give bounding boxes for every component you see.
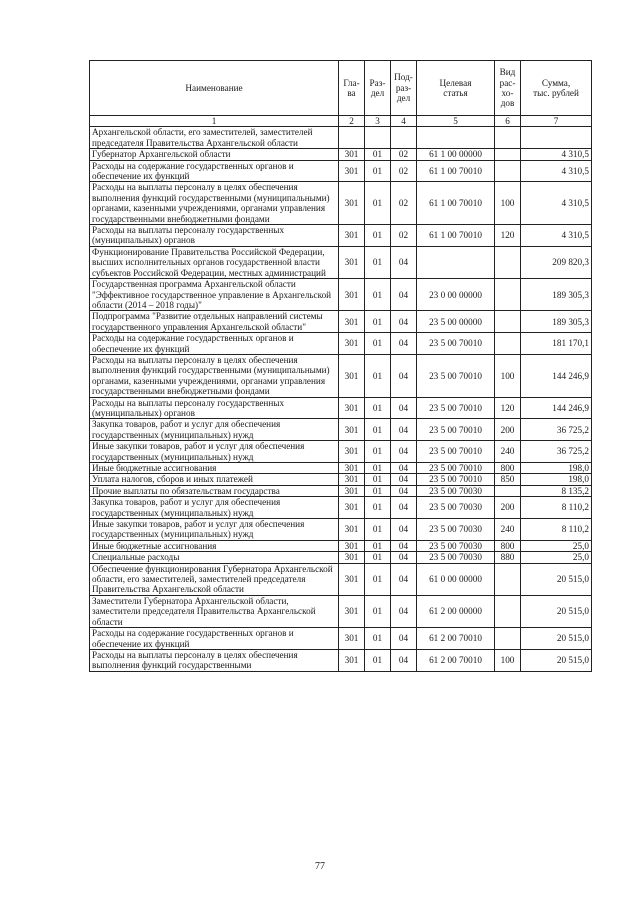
table-row xyxy=(90,182,592,225)
row-target-article: 61 2 00 70010 xyxy=(417,628,495,650)
row-section: 01 xyxy=(365,463,391,474)
row-sum: 189 305,3 xyxy=(521,279,592,311)
col-header-chapter xyxy=(339,61,365,116)
row-expense-kind: 200 xyxy=(495,419,521,441)
col-number: 3 xyxy=(365,116,391,127)
row-sum: 4 310,5 xyxy=(521,182,592,225)
row-section: 01 xyxy=(365,354,391,397)
row-subsection: 04 xyxy=(391,463,417,474)
row-sum: 25,0 xyxy=(521,540,592,551)
row-target-article: 61 1 00 00000 xyxy=(417,149,495,160)
row-subsection: 04 xyxy=(391,333,417,355)
row-expense-kind xyxy=(495,563,521,595)
row-section: 01 xyxy=(365,419,391,441)
col-number: 7 xyxy=(521,116,592,127)
row-section: 01 xyxy=(365,595,391,627)
col-header-chapter-label: Гла- ва xyxy=(343,77,360,98)
row-name: Иные закупки товаров, работ и услуг для обеспечения государственных (муниципальных) нужд xyxy=(90,519,339,541)
row-name: Губернатор Архангельской области xyxy=(90,149,339,160)
col-header-section xyxy=(365,61,391,116)
col-header-expense-kind xyxy=(495,61,521,116)
row-name: Прочие выплаты по обязательствам государства xyxy=(90,485,339,496)
row-chapter: 301 xyxy=(339,279,365,311)
row-target-article: 61 2 00 00000 xyxy=(417,595,495,627)
row-name: Закупка товаров, работ и услуг для обеспечения государственных (муниципальных) нужд xyxy=(90,419,339,441)
row-sum: 144 246,9 xyxy=(521,354,592,397)
table-row xyxy=(90,397,592,419)
col-number: 2 xyxy=(339,116,365,127)
row-target-article: 61 1 00 70010 xyxy=(417,160,495,182)
row-section: 01 xyxy=(365,333,391,355)
table-row xyxy=(90,474,592,485)
row-target-article: 23 5 00 70030 xyxy=(417,540,495,551)
row-target-article: 61 1 00 70010 xyxy=(417,225,495,247)
row-sum: 209 820,3 xyxy=(521,246,592,278)
row-chapter: 301 xyxy=(339,463,365,474)
row-section: 01 xyxy=(365,397,391,419)
row-subsection: 04 xyxy=(391,628,417,650)
col-header-subsection-label: Под- раз- дел xyxy=(394,72,413,104)
row-expense-kind: 100 xyxy=(495,354,521,397)
row-target-article: 61 0 00 00000 xyxy=(417,563,495,595)
row-target-article xyxy=(417,246,495,278)
row-section: 01 xyxy=(365,149,391,160)
row-target-article: 23 5 00 70030 xyxy=(417,485,495,496)
row-subsection: 04 xyxy=(391,497,417,519)
row-subsection: 04 xyxy=(391,563,417,595)
table-row xyxy=(90,519,592,541)
row-expense-kind: 100 xyxy=(495,182,521,225)
table-row xyxy=(90,354,592,397)
col-header-target-article xyxy=(417,61,495,116)
row-subsection: 04 xyxy=(391,354,417,397)
table-row xyxy=(90,441,592,463)
col-header-section-label: Раз- дел xyxy=(369,77,386,98)
row-name: Расходы на содержание государственных органов и обеспечение их функций xyxy=(90,333,339,355)
row-expense-kind: 800 xyxy=(495,463,521,474)
row-sum: 4 310,5 xyxy=(521,160,592,182)
row-sum: 20 515,0 xyxy=(521,628,592,650)
row-name: Заместители Губернатора Архангельской области, заместители председателя Правительства Архангельской области xyxy=(90,595,339,627)
row-name: Функционирование Правительства Российской Федерации, высших исполнительных органов государственной власти субъектов Российской Федерации, местных администраций xyxy=(90,246,339,278)
row-subsection: 04 xyxy=(391,552,417,563)
row-name: Закупка товаров, работ и услуг для обеспечения государственных (муниципальных) нужд xyxy=(90,497,339,519)
row-chapter: 301 xyxy=(339,149,365,160)
row-sum: 20 515,0 xyxy=(521,563,592,595)
row-chapter: 301 xyxy=(339,563,365,595)
row-sum: 189 305,3 xyxy=(521,311,592,333)
row-target-article: 23 5 00 70010 xyxy=(417,397,495,419)
table-row xyxy=(90,225,592,247)
row-name: Расходы на содержание государственных органов и обеспечение их функций xyxy=(90,160,339,182)
col-number: 6 xyxy=(495,116,521,127)
row-section xyxy=(365,127,391,149)
row-name: Расходы на выплаты персоналу государственных (муниципальных) органов xyxy=(90,397,339,419)
table-row xyxy=(90,563,592,595)
row-target-article: 23 5 00 70010 xyxy=(417,463,495,474)
row-name: Расходы на выплаты персоналу в целях обеспечения выполнения функций государственными (муниципальными) органами, казенными учреждениями, органами управления государственными внебюджетными фондами xyxy=(90,354,339,397)
row-chapter: 301 xyxy=(339,419,365,441)
row-expense-kind xyxy=(495,246,521,278)
table-row xyxy=(90,540,592,551)
row-expense-kind xyxy=(495,311,521,333)
table-row xyxy=(90,333,592,355)
row-target-article: 23 5 00 70010 xyxy=(417,333,495,355)
row-expense-kind: 200 xyxy=(495,497,521,519)
row-target-article: 61 1 00 70010 xyxy=(417,182,495,225)
row-sum: 8 110,2 xyxy=(521,497,592,519)
row-sum: 8 110,2 xyxy=(521,519,592,541)
row-expense-kind xyxy=(495,628,521,650)
row-chapter: 301 xyxy=(339,649,365,671)
row-section: 01 xyxy=(365,563,391,595)
row-section: 01 xyxy=(365,497,391,519)
row-chapter: 301 xyxy=(339,474,365,485)
row-subsection xyxy=(391,127,417,149)
row-chapter: 301 xyxy=(339,628,365,650)
row-chapter: 301 xyxy=(339,333,365,355)
row-chapter: 301 xyxy=(339,485,365,496)
col-header-expense-kind-label: Вид рас- хо- дов xyxy=(499,67,516,109)
row-name: Подпрограмма "Развитие отдельных направлений системы государственного управления Архангельской области" xyxy=(90,311,339,333)
col-header-sum xyxy=(521,61,592,116)
row-chapter: 301 xyxy=(339,441,365,463)
row-expense-kind: 800 xyxy=(495,540,521,551)
row-expense-kind: 100 xyxy=(495,649,521,671)
row-subsection: 04 xyxy=(391,397,417,419)
row-expense-kind xyxy=(495,595,521,627)
row-chapter: 301 xyxy=(339,160,365,182)
row-subsection: 02 xyxy=(391,225,417,247)
row-chapter: 301 xyxy=(339,225,365,247)
row-subsection: 04 xyxy=(391,519,417,541)
row-expense-kind: 850 xyxy=(495,474,521,485)
row-subsection: 04 xyxy=(391,474,417,485)
row-sum: 36 725,2 xyxy=(521,441,592,463)
row-subsection: 04 xyxy=(391,419,417,441)
row-sum: 25,0 xyxy=(521,552,592,563)
row-name: Иные бюджетные ассигнования xyxy=(90,540,339,551)
budget-table xyxy=(89,60,592,672)
row-sum: 20 515,0 xyxy=(521,649,592,671)
row-sum: 181 170,1 xyxy=(521,333,592,355)
row-target-article xyxy=(417,127,495,149)
row-expense-kind: 120 xyxy=(495,225,521,247)
row-section: 01 xyxy=(365,225,391,247)
row-subsection: 04 xyxy=(391,540,417,551)
row-subsection: 02 xyxy=(391,160,417,182)
table-body xyxy=(90,127,592,671)
col-number: 4 xyxy=(391,116,417,127)
table-row xyxy=(90,127,592,149)
row-target-article: 61 2 00 70010 xyxy=(417,649,495,671)
row-section: 01 xyxy=(365,628,391,650)
row-subsection: 04 xyxy=(391,649,417,671)
row-chapter: 301 xyxy=(339,182,365,225)
row-subsection: 04 xyxy=(391,441,417,463)
row-section: 01 xyxy=(365,540,391,551)
table-row xyxy=(90,595,592,627)
row-name: Специальные расходы xyxy=(90,552,339,563)
page-number: 77 xyxy=(315,861,325,872)
row-expense-kind xyxy=(495,279,521,311)
row-sum: 4 310,5 xyxy=(521,225,592,247)
table-row xyxy=(90,463,592,474)
table-header-row xyxy=(90,61,592,116)
row-chapter: 301 xyxy=(339,311,365,333)
row-target-article: 23 5 00 70010 xyxy=(417,474,495,485)
col-number: 1 xyxy=(90,116,339,127)
row-section: 01 xyxy=(365,649,391,671)
table-row xyxy=(90,552,592,563)
row-target-article: 23 5 00 70030 xyxy=(417,497,495,519)
row-name: Государственная программа Архангельской области "Эффективное государственное управление в Архангельской области (2014 – 2018 годы)" xyxy=(90,279,339,311)
row-subsection: 04 xyxy=(391,595,417,627)
row-name: Иные закупки товаров, работ и услуг для обеспечения государственных (муниципальных) нужд xyxy=(90,441,339,463)
row-chapter: 301 xyxy=(339,540,365,551)
row-expense-kind xyxy=(495,333,521,355)
row-sum: 20 515,0 xyxy=(521,595,592,627)
row-chapter: 301 xyxy=(339,397,365,419)
table-row xyxy=(90,149,592,160)
row-section: 01 xyxy=(365,485,391,496)
row-subsection: 02 xyxy=(391,149,417,160)
row-expense-kind xyxy=(495,149,521,160)
row-sum: 4 310,5 xyxy=(521,149,592,160)
row-chapter: 301 xyxy=(339,552,365,563)
row-sum: 8 135,2 xyxy=(521,485,592,496)
row-target-article: 23 5 00 70030 xyxy=(417,552,495,563)
row-section: 01 xyxy=(365,182,391,225)
row-target-article: 23 5 00 70010 xyxy=(417,419,495,441)
row-name: Обеспечение функционирования Губернатора Архангельской области, его заместителей, заместителей председателя Правительства Архангельской области xyxy=(90,563,339,595)
row-sum: 198,0 xyxy=(521,474,592,485)
row-name: Расходы на содержание государственных органов и обеспечение их функций xyxy=(90,628,339,650)
row-chapter: 301 xyxy=(339,497,365,519)
row-expense-kind xyxy=(495,160,521,182)
row-chapter: 301 xyxy=(339,595,365,627)
row-name: Архангельской области, его заместителей, заместителей председателя Правительства Архангельской области xyxy=(90,127,339,149)
row-expense-kind: 120 xyxy=(495,397,521,419)
col-header-name: Наименование xyxy=(90,61,339,116)
row-subsection: 04 xyxy=(391,311,417,333)
row-target-article: 23 5 00 70030 xyxy=(417,519,495,541)
row-section: 01 xyxy=(365,519,391,541)
row-name: Уплата налогов, сборов и иных платежей xyxy=(90,474,339,485)
row-chapter: 301 xyxy=(339,519,365,541)
row-subsection: 04 xyxy=(391,485,417,496)
column-number-row xyxy=(90,116,592,127)
row-subsection: 02 xyxy=(391,182,417,225)
row-expense-kind: 240 xyxy=(495,519,521,541)
table-row xyxy=(90,246,592,278)
row-sum: 198,0 xyxy=(521,463,592,474)
row-section: 01 xyxy=(365,311,391,333)
row-section: 01 xyxy=(365,474,391,485)
row-expense-kind: 880 xyxy=(495,552,521,563)
row-subsection: 04 xyxy=(391,279,417,311)
row-sum: 36 725,2 xyxy=(521,419,592,441)
row-expense-kind xyxy=(495,127,521,149)
row-sum: 144 246,9 xyxy=(521,397,592,419)
col-header-sum-label: Сумма, тыс. рублей xyxy=(533,77,579,98)
table-row xyxy=(90,485,592,496)
row-name: Расходы на выплаты персоналу в целях обеспечения выполнения функций государственными xyxy=(90,649,339,671)
table-row xyxy=(90,311,592,333)
row-section: 01 xyxy=(365,160,391,182)
row-target-article: 23 5 00 70010 xyxy=(417,441,495,463)
table-row xyxy=(90,419,592,441)
row-target-article: 23 5 00 00000 xyxy=(417,311,495,333)
col-number: 5 xyxy=(417,116,495,127)
table-row xyxy=(90,649,592,671)
table-row xyxy=(90,497,592,519)
row-section: 01 xyxy=(365,279,391,311)
row-section: 01 xyxy=(365,552,391,563)
row-chapter: 301 xyxy=(339,354,365,397)
row-target-article: 23 0 00 00000 xyxy=(417,279,495,311)
row-name: Иные бюджетные ассигнования xyxy=(90,463,339,474)
row-subsection: 04 xyxy=(391,246,417,278)
row-sum xyxy=(521,127,592,149)
col-header-subsection xyxy=(391,61,417,116)
row-expense-kind: 240 xyxy=(495,441,521,463)
col-header-target-article-label: Целевая статья xyxy=(439,77,472,98)
row-name: Расходы на выплаты персоналу государственных (муниципальных) органов xyxy=(90,225,339,247)
row-name: Расходы на выплаты персоналу в целях обеспечения выполнения функций государственными (муниципальными) органами, казенными учреждениями, органами управления государственными внебюджетными фондами xyxy=(90,182,339,225)
table-row xyxy=(90,628,592,650)
row-section: 01 xyxy=(365,246,391,278)
row-expense-kind xyxy=(495,485,521,496)
row-section: 01 xyxy=(365,441,391,463)
row-chapter: 301 xyxy=(339,246,365,278)
table-row xyxy=(90,160,592,182)
table-row xyxy=(90,279,592,311)
row-target-article: 23 5 00 70010 xyxy=(417,354,495,397)
row-chapter xyxy=(339,127,365,149)
